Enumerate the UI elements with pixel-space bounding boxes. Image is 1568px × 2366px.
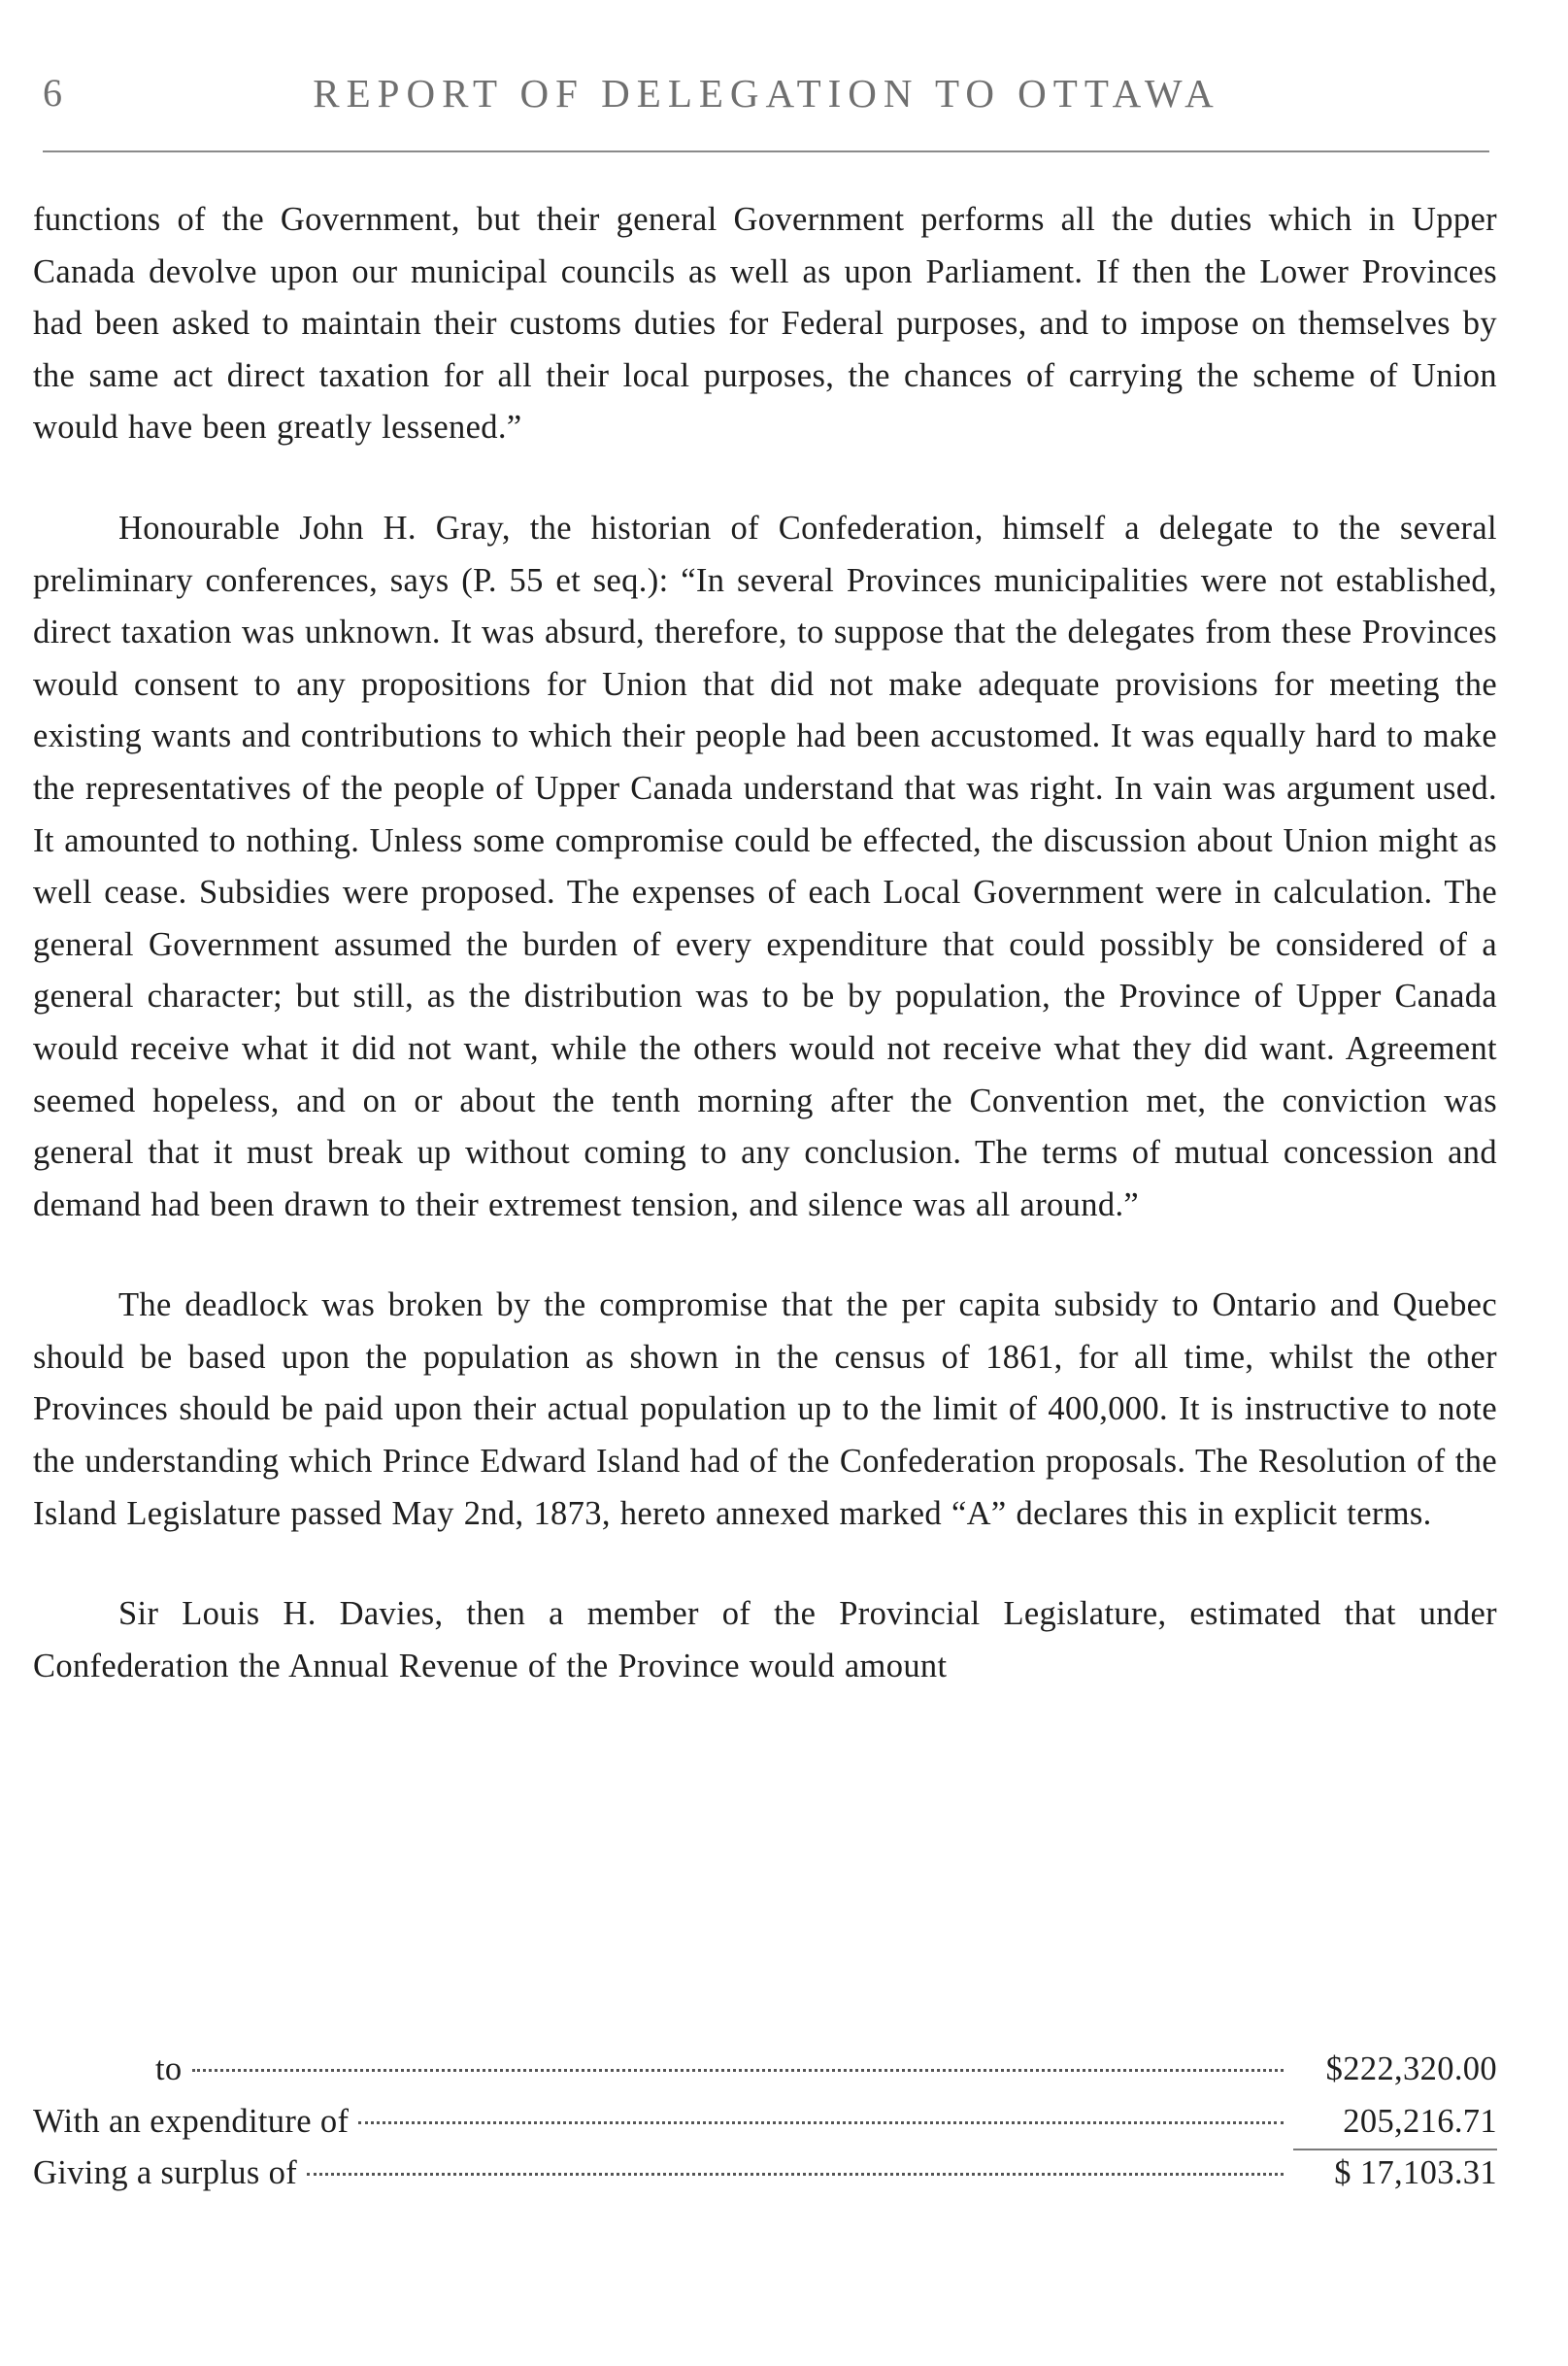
dot-leader [192, 2069, 1284, 2072]
paragraph-deadlock: The deadlock was broken by the compromise that the per capita subsidy to Ontario and Quebec should be based upon the population as shown in the census of 1861, for all time, whilst the other Provinces should be paid upon their actual population up to the limit of 400,000. It is instructive to note the understanding which Prince Edward Island had of the Confederation proposals. The Resolution of the Island Legislature passed May 2nd, 1873, hereto annexed marked “A” declares this in explicit terms. [33, 1286, 1497, 1532]
dot-leader [307, 2173, 1284, 2176]
ledger-label: Giving a surplus of [33, 2154, 298, 2192]
header-rule [43, 150, 1489, 152]
page-number: 6 [43, 71, 64, 115]
ledger-label: With an expenditure of [33, 2102, 350, 2140]
ledger-row-expenditure [33, 2096, 1497, 2149]
revenue-ledger [33, 2044, 1497, 2200]
paragraph-continuation: functions of the Government, but their general Government performs all the duties which in Upper Canada devolve upon our municipal councils as well as upon Parliament. If then the Lower Provinces had been asked to maintain their customs duties for Federal purposes, and to impose on themselves by the same act direct taxation for all their local purposes, the chances of carrying the scheme of Union would have been greatly lessened.” [33, 201, 1497, 447]
ledger-amount: $ 17,103.31 [1293, 2149, 1497, 2195]
dot-leader [358, 2121, 1284, 2124]
ledger-amount: $222,320.00 [1325, 2050, 1497, 2087]
running-head: REPORT OF DELEGATION TO OTTAWA [313, 71, 1220, 116]
ledger-label: to [155, 2050, 183, 2087]
ledger-row-surplus [33, 2148, 1497, 2200]
paragraph-davies: Sir Louis H. Davies, then a member of the Provincial Legislature, estimated that under Confederation the Annual Revenue of the Province would amount [33, 1595, 1497, 1684]
page-header [43, 70, 1490, 128]
ledger-amount: 205,216.71 [1343, 2102, 1497, 2140]
ledger-row-revenue [33, 2044, 1497, 2096]
body-text [33, 194, 1497, 1692]
paragraph-gray-quote: Honourable John H. Gray, the historian of Confederation, himself a delegate to the several preliminary conferences, says (P. 55 et seq.): “In several Provinces municipalities were not established, direct taxation was unknown. It was absurd, therefore, to suppose that the delegates from these Provinces would consent to any propositions for Union that did not make adequate provisions for meeting the existing wants and contributions to which their people had been accustomed. It was equally hard to make the representatives of the people of Upper Canada understand that was right. In vain was argument used. It amounted to nothing. Unless some compromise could be effected, the discussion about Union might as well cease. Subsidies were proposed. The expenses of each Local Government were in calculation. The general Government assumed the burden of every expenditure that could possibly be considered of a general character; but still, as the distribution was to be by population, the Province of Upper Canada would receive what it did not want, while the others would not receive what they did want. Agreement seemed hopeless, and on or about the tenth morning after the Convention met, the conviction was general that it must break up without coming to any conclusion. The terms of mutual concession and demand had been drawn to their extremest tension, and silence was all around.” [33, 509, 1497, 1223]
